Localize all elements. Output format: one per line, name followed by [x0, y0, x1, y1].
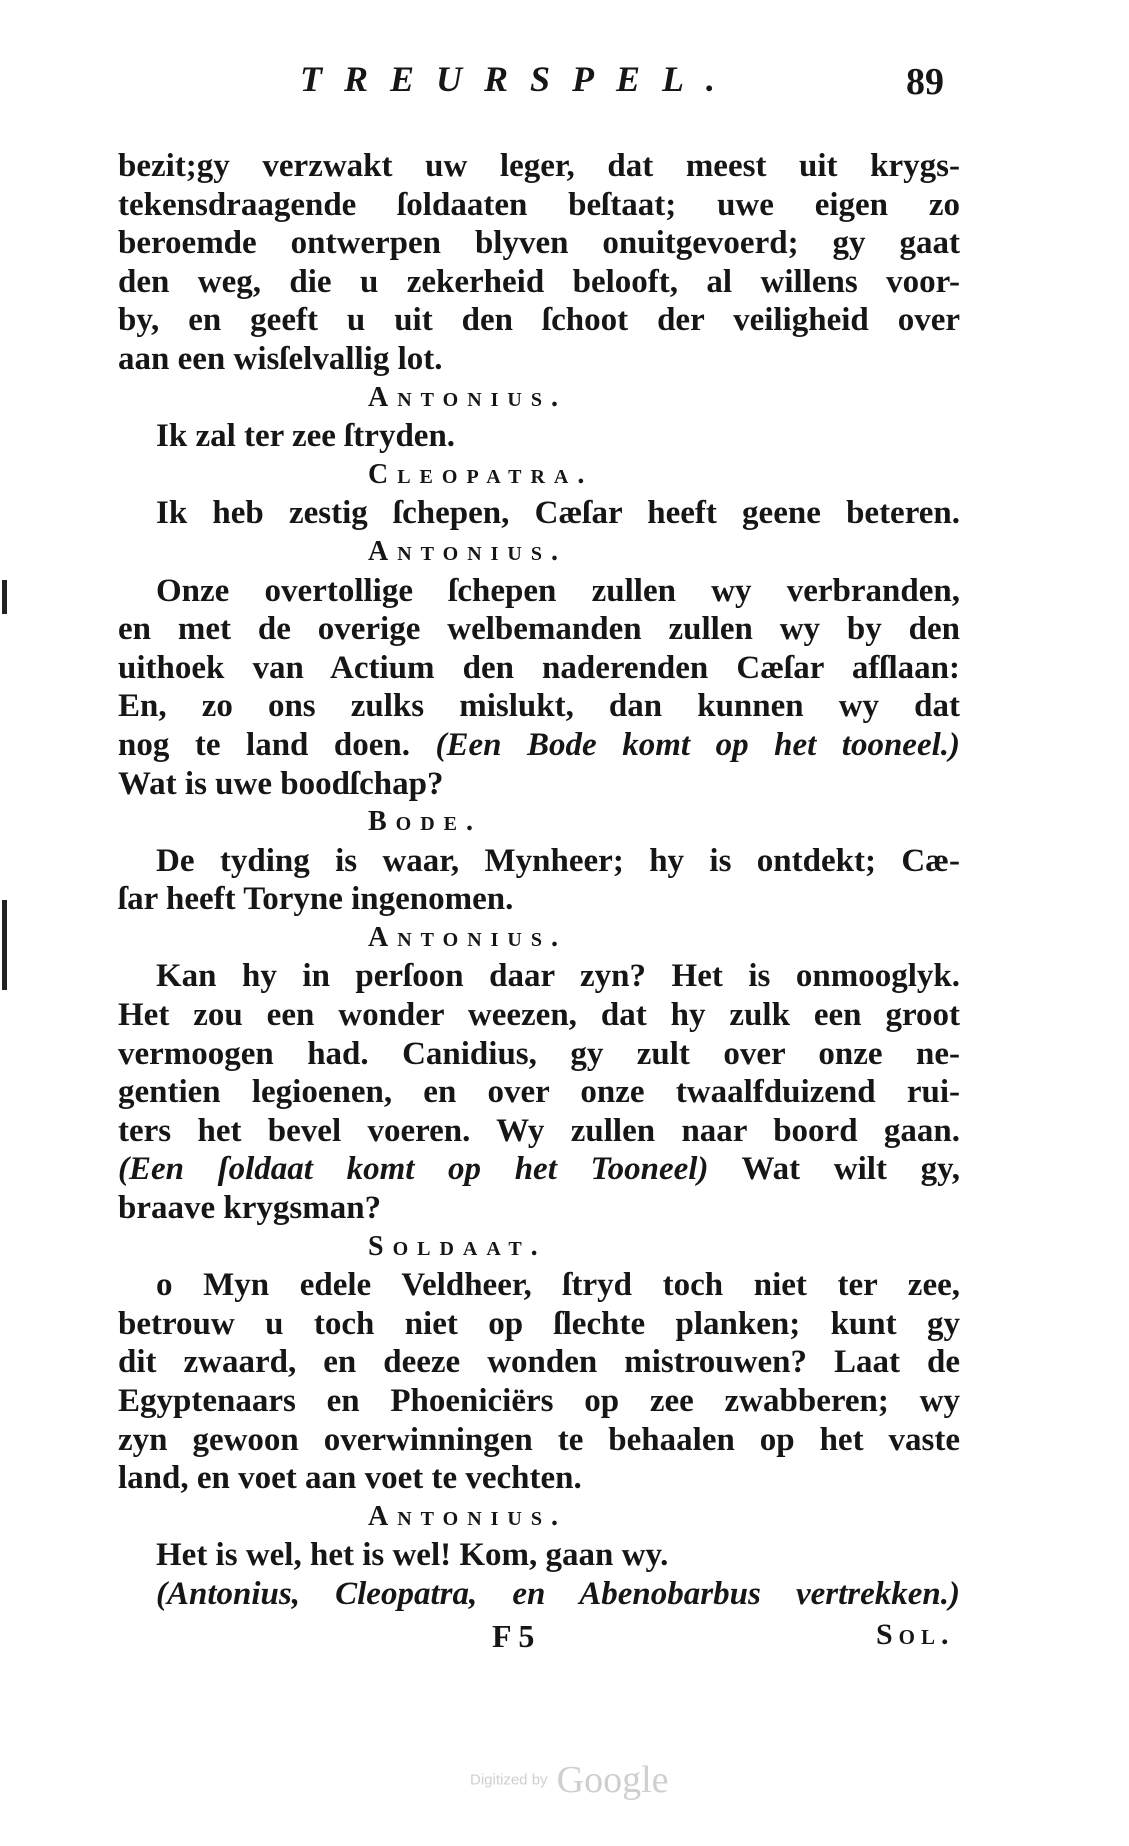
- speaker-name: Antonius.: [368, 1500, 567, 1532]
- text-line: [118, 1343, 960, 1382]
- text-line: [118, 726, 960, 765]
- line-segment: De tyding is waar, Mynheer; hy is ontdekt; Cæ-: [156, 842, 960, 879]
- text-line: [118, 1035, 960, 1074]
- line-segment: bezit;gy verzwakt uw leger, dat meest uit krygs-: [118, 148, 960, 184]
- speaker-name: Bode.: [368, 806, 483, 838]
- text-line: [118, 1112, 960, 1151]
- speaker-name: Antonius.: [368, 921, 567, 953]
- play-text: [118, 147, 960, 1614]
- speaker-name: Soldaat.: [368, 1230, 547, 1262]
- page-number: 89: [906, 61, 944, 103]
- line-segment: braave krygsman?: [118, 1190, 382, 1227]
- line-segment: uithoek van Actium den naderenden Cæſar afſlaan:: [118, 649, 960, 686]
- line-segment: Ik zal ter zee ſtryden.: [156, 418, 456, 455]
- text-line: [118, 1382, 960, 1421]
- text-line: [118, 572, 960, 611]
- line-segment: den weg, die u zekerheid belooft, al willens voor-: [118, 263, 960, 300]
- text-line: [118, 1575, 960, 1614]
- line-segment: Het zou een wonder weezen, dat hy zulk een groot: [118, 997, 960, 1034]
- text-line: [118, 1189, 960, 1228]
- text-line: [118, 880, 960, 919]
- stage-direction: (Een ſoldaat komt op het Tooneel): [118, 1151, 709, 1188]
- text-line: [118, 649, 960, 688]
- catchword: Sol.: [876, 1618, 955, 1651]
- text-line: [118, 687, 960, 726]
- text-line: [118, 224, 960, 263]
- line-segment: Het is wel, het is wel! Kom, gaan wy.: [156, 1537, 669, 1574]
- text-line: [118, 1305, 960, 1344]
- text-line: [118, 186, 960, 225]
- line-segment: Kan hy in perſoon daar zyn? Het is onmooglyk.: [156, 958, 960, 995]
- speaker-name: Antonius.: [368, 535, 567, 567]
- line-segment: o Myn edele Veldheer, ſtryd toch niet ter zee,: [156, 1267, 960, 1304]
- text-line: [118, 957, 960, 996]
- watermark-prefix: Digitized by: [470, 1771, 548, 1789]
- text-line: [118, 494, 960, 533]
- page-header: [0, 58, 1129, 108]
- line-segment: ſar heeft Toryne ingenomen.: [118, 881, 514, 918]
- line-segment: Onze overtollige ſchepen zullen wy verbranden,: [156, 572, 960, 609]
- line-segment: Egyptenaars en Phoeniciërs op zee zwabberen; wy: [118, 1383, 960, 1419]
- stage-direction: (Antonius, Cleopatra, en Abenobarbus vertrekken.): [156, 1575, 960, 1612]
- text-line: [118, 1266, 960, 1305]
- line-segment: En, zo ons zulks mislukt, dan kunnen wy dat: [118, 688, 960, 725]
- line-segment: Wat wilt gy,: [708, 1151, 960, 1188]
- text-line: [118, 1073, 960, 1112]
- text-line: [118, 1150, 960, 1189]
- signature-mark: F 5: [492, 1618, 535, 1654]
- line-segment: nog te land doen.: [118, 726, 436, 763]
- text-line: [118, 263, 960, 302]
- speaker-name: Cleopatra.: [368, 458, 594, 490]
- text-line: [118, 147, 960, 186]
- text-line: [118, 301, 960, 340]
- line-segment: vermoogen had. Canidius, gy zult over onze ne-: [118, 1035, 960, 1072]
- text-line: [118, 1421, 960, 1460]
- running-title: TREURSPEL.: [300, 59, 738, 99]
- line-segment: gentien legioenen, en over onze twaalfduizend rui-: [118, 1074, 960, 1111]
- line-segment: Ik heb zestig ſchepen, Cæſar heeft geene beteren.: [156, 495, 960, 532]
- text-line: [118, 765, 960, 804]
- text-line: [118, 996, 960, 1035]
- line-segment: aan een wisſelvallig lot.: [118, 340, 443, 377]
- page-footer: [0, 1618, 1129, 1658]
- text-line: [118, 1536, 960, 1575]
- text-line: [118, 340, 960, 379]
- line-segment: betrouw u toch niet op ſlechte planken; kunt gy: [118, 1305, 960, 1342]
- line-segment: beroemde ontwerpen blyven onuitgevoerd; gy gaat: [118, 225, 960, 262]
- text-line: [118, 417, 960, 456]
- line-segment: land, en voet aan voet te vechten.: [118, 1460, 582, 1497]
- digitized-watermark: [470, 1758, 669, 1802]
- text-line: [118, 842, 960, 881]
- stage-direction: (Een Bode komt op het tooneel.): [435, 726, 960, 763]
- text-line: [118, 610, 960, 649]
- line-segment: zyn gewoon overwinningen te behaalen op het vaste: [118, 1421, 960, 1458]
- line-segment: tekensdraagende ſoldaaten beſtaat; uwe eigen zo: [118, 186, 960, 223]
- margin-mark: [2, 580, 7, 614]
- line-segment: Wat is uwe boodſchap?: [118, 765, 444, 802]
- line-segment: by, en geeft u uit den ſchoot der veiligheid over: [118, 302, 960, 339]
- speaker-name: Antonius.: [368, 381, 567, 413]
- text-line: [118, 1459, 960, 1498]
- line-segment: dit zwaard, en deeze wonden mistrouwen? Laat de: [118, 1344, 960, 1381]
- margin-mark: [2, 900, 7, 990]
- line-segment: en met de overige welbemanden zullen wy by den: [118, 611, 960, 648]
- watermark-brand: Google: [556, 1759, 669, 1801]
- line-segment: ters het bevel voeren. Wy zullen naar boord gaan.: [118, 1112, 960, 1149]
